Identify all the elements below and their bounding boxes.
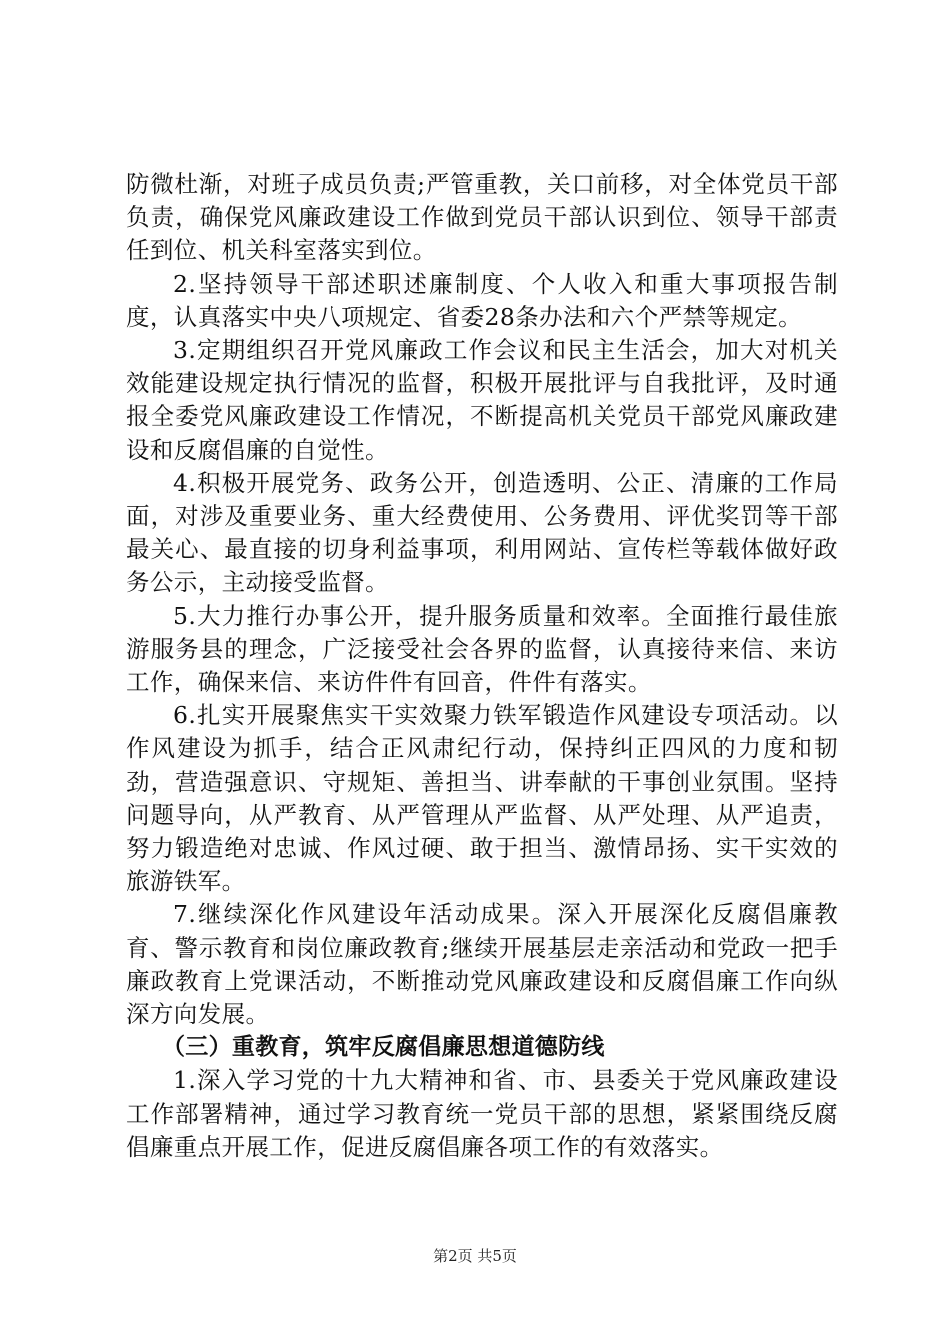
document-body: [126, 168, 838, 1164]
paragraph-item-4: 4.积极开展党务、政务公开，创造透明、公正、清廉的工作局面，对涉及重要业务、重大经费使用、公务费用、评优奖罚等干部最关心、最直接的切身利益事项，利用网站、宣传栏等载体做好政务公示，主动接受监督。: [126, 468, 838, 597]
page-footer: 第2页 共5页: [433, 1247, 517, 1265]
section-heading: （三）重教育，筑牢反腐倡廉思想道德防线: [162, 1034, 605, 1061]
paragraph-item-6: 6.扎实开展聚焦实干实效聚力铁军锻造作风建设专项活动。以作风建设为抓手，结合正风肃纪行动，保持纠正四风的力度和韧劲，营造强意识、守规矩、善担当、讲奉献的干事创业氛围。坚持问题导向，从严教育、从严管理从严监督、从严处理、从严追责，努力锻造绝对忠诚、作风过硬、敢于担当、激情昂扬、实干实效的旅游铁军。: [126, 701, 838, 896]
paragraph-item-5: 5.大力推行办事公开，提升服务质量和效率。全面推行最佳旅游服务县的理念，广泛接受社会各界的监督，认真接待来信、来访工作，确保来信、来访件件有回音，件件有落实。: [126, 601, 838, 697]
paragraph-item-3: 3.定期组织召开党风廉政工作会议和民主生活会，加大对机关效能建设规定执行情况的监督，积极开展批评与自我批评，及时通报全委党风廉政建设工作情况，不断提高机关党员干部党风廉政建设和反腐倡廉的自觉性。: [126, 336, 838, 464]
paragraph-item-2: 2.坚持领导干部述职述廉制度、个人收入和重大事项报告制度，认真落实中央八项规定、省委28条办法和六个严禁等规定。: [126, 269, 838, 331]
paragraph-section3-item-1: 1.深入学习党的十九大精神和省、市、县委关于党风廉政建设工作部署精神，通过学习教育统一党员干部的思想，紧紧围绕反腐倡廉重点开展工作，促进反腐倡廉各项工作的有效落实。: [126, 1066, 838, 1161]
paragraph-item-7: 7.继续深化作风建设年活动成果。深入开展深化反腐倡廉教育、警示教育和岗位廉政教育;继续开展基层走亲活动和党政一把手廉政教育上党课活动，不断推动党风廉政建设和反腐倡廉工作向纵深方向发展。: [126, 900, 838, 1029]
paragraph-continuation: 防微杜渐，对班子成员负责;严管重教，关口前移，对全体党员干部负责，确保党风廉政建设工作做到党员干部认识到位、领导干部责任到位、机关科室落实到位。: [126, 170, 838, 265]
